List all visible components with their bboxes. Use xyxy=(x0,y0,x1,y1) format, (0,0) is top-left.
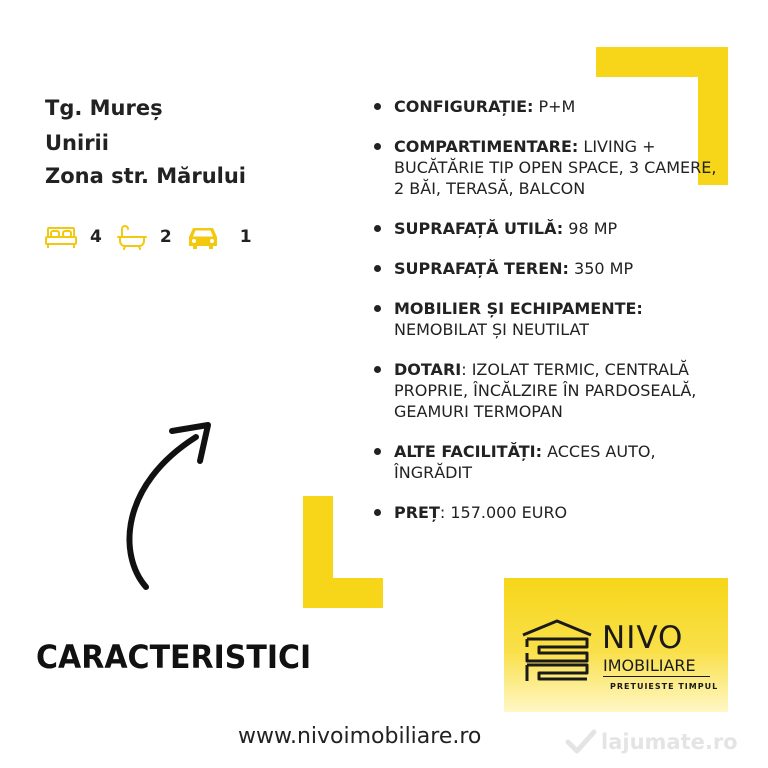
bullet-icon xyxy=(374,143,381,150)
check-icon xyxy=(565,728,597,756)
features-row xyxy=(44,222,252,252)
watermark xyxy=(565,724,765,760)
bullet-icon xyxy=(374,103,381,110)
arrow-icon xyxy=(100,415,220,595)
bathtub-icon xyxy=(116,224,150,250)
location-zone: Zona str. Mărului xyxy=(45,164,246,188)
bullet-icon xyxy=(374,509,381,516)
bullet-icon xyxy=(374,448,381,455)
spec-suprafata-teren: SUPRAFAȚĂ TEREN: 350 MP xyxy=(372,258,717,279)
bullet-icon xyxy=(374,225,381,232)
spec-compartimentare: COMPARTIMENTARE: LIVING + BUCĂTĂRIE TIP OPEN SPACE, 3 CAMERE, 2 BĂI, TERASĂ, BALCON xyxy=(372,136,717,199)
spec-alte-facilitati: ALTE FACILITĂȚI: ACCES AUTO, ÎNGRĂDIT xyxy=(372,441,717,483)
logo-subtitle: IMOBILIARE xyxy=(603,656,696,675)
spec-suprafata-utila: SUPRAFAȚĂ UTILĂ: 98 MP xyxy=(372,218,717,239)
location-city: Tg. Mureș xyxy=(45,96,163,120)
parking-count: 1 xyxy=(239,227,252,247)
logo-tagline: PRETUIESTE TIMPUL xyxy=(610,682,719,691)
spec-dotari: DOTARI: IZOLAT TERMIC, CENTRALĂ PROPRIE, ÎNCĂLZIRE ÎN PARDOSEALĂ, GEAMURI TERMOPAN xyxy=(372,359,717,422)
spec-mobilier: MOBILIER ȘI ECHIPAMENTE: NEMOBILAT ȘI NEUTILAT xyxy=(372,298,717,340)
logo-name: NIVO xyxy=(602,620,684,656)
website-link[interactable]: www.nivoimobiliare.ro xyxy=(238,724,482,749)
location-district: Unirii xyxy=(45,131,109,155)
bathrooms-count: 2 xyxy=(159,227,172,247)
bullet-icon xyxy=(374,265,381,272)
bed-icon xyxy=(44,224,78,250)
building-logo-icon xyxy=(519,617,595,685)
section-title: CARACTERISTICI xyxy=(36,638,312,677)
specs-list xyxy=(372,96,717,542)
bedrooms-count: 4 xyxy=(90,227,102,247)
car-icon xyxy=(186,224,220,250)
watermark-text: lajumate.ro xyxy=(601,730,738,754)
bullet-icon xyxy=(374,305,381,312)
decor-bracket-bottom-base xyxy=(303,578,383,608)
bullet-icon xyxy=(374,366,381,373)
spec-pret: PREȚ: 157.000 EURO xyxy=(372,502,717,523)
spec-configuratie: CONFIGURAȚIE: P+M xyxy=(372,96,717,117)
logo-divider xyxy=(603,676,710,677)
